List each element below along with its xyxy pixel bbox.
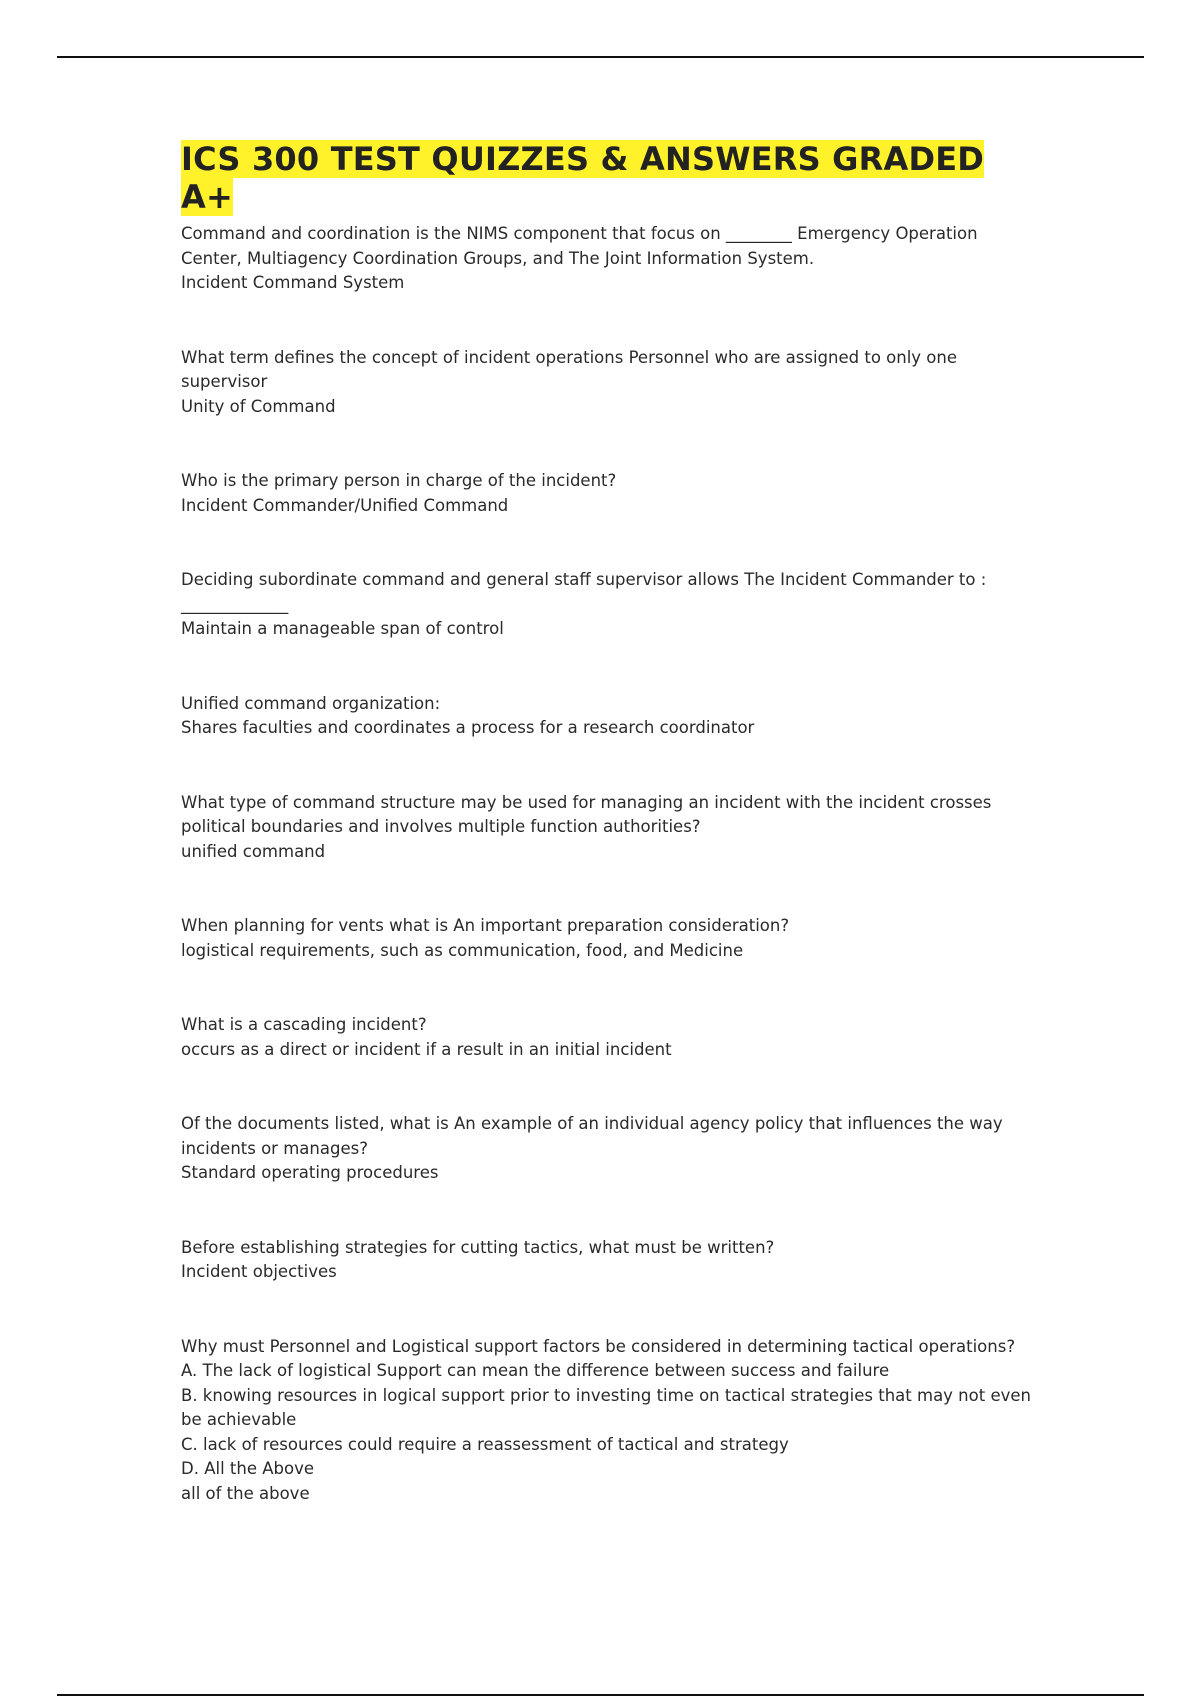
top-rule <box>57 56 1144 58</box>
question-text: What is a cascading incident? <box>181 1015 427 1034</box>
qa-item-7 <box>181 914 1041 963</box>
question-text: Who is the primary person in charge of the incident? <box>181 471 617 490</box>
option-a: A. The lack of logistical Support can mean the difference between success and failure <box>181 1361 890 1380</box>
qa-item-5 <box>181 692 1041 741</box>
qa-item-6 <box>181 791 1041 865</box>
qa-item-10 <box>181 1236 1041 1285</box>
answer-text: Maintain a manageable span of control <box>181 619 504 638</box>
answer-text: all of the above <box>181 1483 310 1503</box>
answer-text: Incident Command System <box>181 273 405 292</box>
qa-item-9 <box>181 1112 1041 1186</box>
answer-text: Incident objectives <box>181 1262 337 1281</box>
bottom-rule <box>57 1694 1144 1696</box>
answer-text: unified command <box>181 841 326 861</box>
question-text: Deciding subordinate command and general staff supervisor allows The Incident Commander to : _____________ <box>181 570 987 614</box>
qa-item-4 <box>181 568 1041 642</box>
qa-item-8 <box>181 1013 1041 1062</box>
answer-text: logistical requirements, such as communication, food, and Medicine <box>181 940 744 960</box>
option-c: C. lack of resources could require a reassessment of tactical and strategy <box>181 1434 789 1454</box>
question-text: What term defines the concept of incident operations Personnel who are assigned to only one supervisor <box>181 347 958 391</box>
qa-item-2 <box>181 346 1041 420</box>
question-text: Of the documents listed, what is An example of an individual agency policy that influences the way incidents or manages? <box>181 1114 1003 1158</box>
question-text: Unified command organization: <box>181 693 441 713</box>
answer-text: Unity of Command <box>181 396 336 416</box>
question-text: When planning for vents what is An important preparation consideration? <box>181 916 790 935</box>
question-text: What type of command structure may be used for managing an incident with the incident crosses political boundaries and involves multiple function authorities? <box>181 792 992 836</box>
option-b: B. knowing resources in logical support prior to investing time on tactical strategies that may not even be achievable <box>181 1385 1031 1429</box>
qa-item-11 <box>181 1335 1041 1507</box>
qa-item-3 <box>181 469 1041 518</box>
qa-item-1 <box>181 222 1041 296</box>
option-d: D. All the Above <box>181 1459 314 1478</box>
answer-text: Standard operating procedures <box>181 1163 439 1182</box>
question-text: Before establishing strategies for cutting tactics, what must be written? <box>181 1237 775 1257</box>
question-text: Command and coordination is the NIMS component that focus on ________ Emergency Operation Center, Multiagency Coordination Groups, and The Joint Information System. <box>181 224 978 268</box>
document-body <box>181 140 1041 1556</box>
document-title: ICS 300 TEST QUIZZES & ANSWERS GRADED A+ <box>181 140 985 216</box>
question-text: Why must Personnel and Logistical support factors be considered in determining tactical operations? <box>181 1336 1016 1356</box>
answer-text: Incident Commander/Unified Command <box>181 495 509 515</box>
answer-text: occurs as a direct or incident if a result in an initial incident <box>181 1039 672 1059</box>
answer-text: Shares faculties and coordinates a process for a research coordinator <box>181 718 755 737</box>
